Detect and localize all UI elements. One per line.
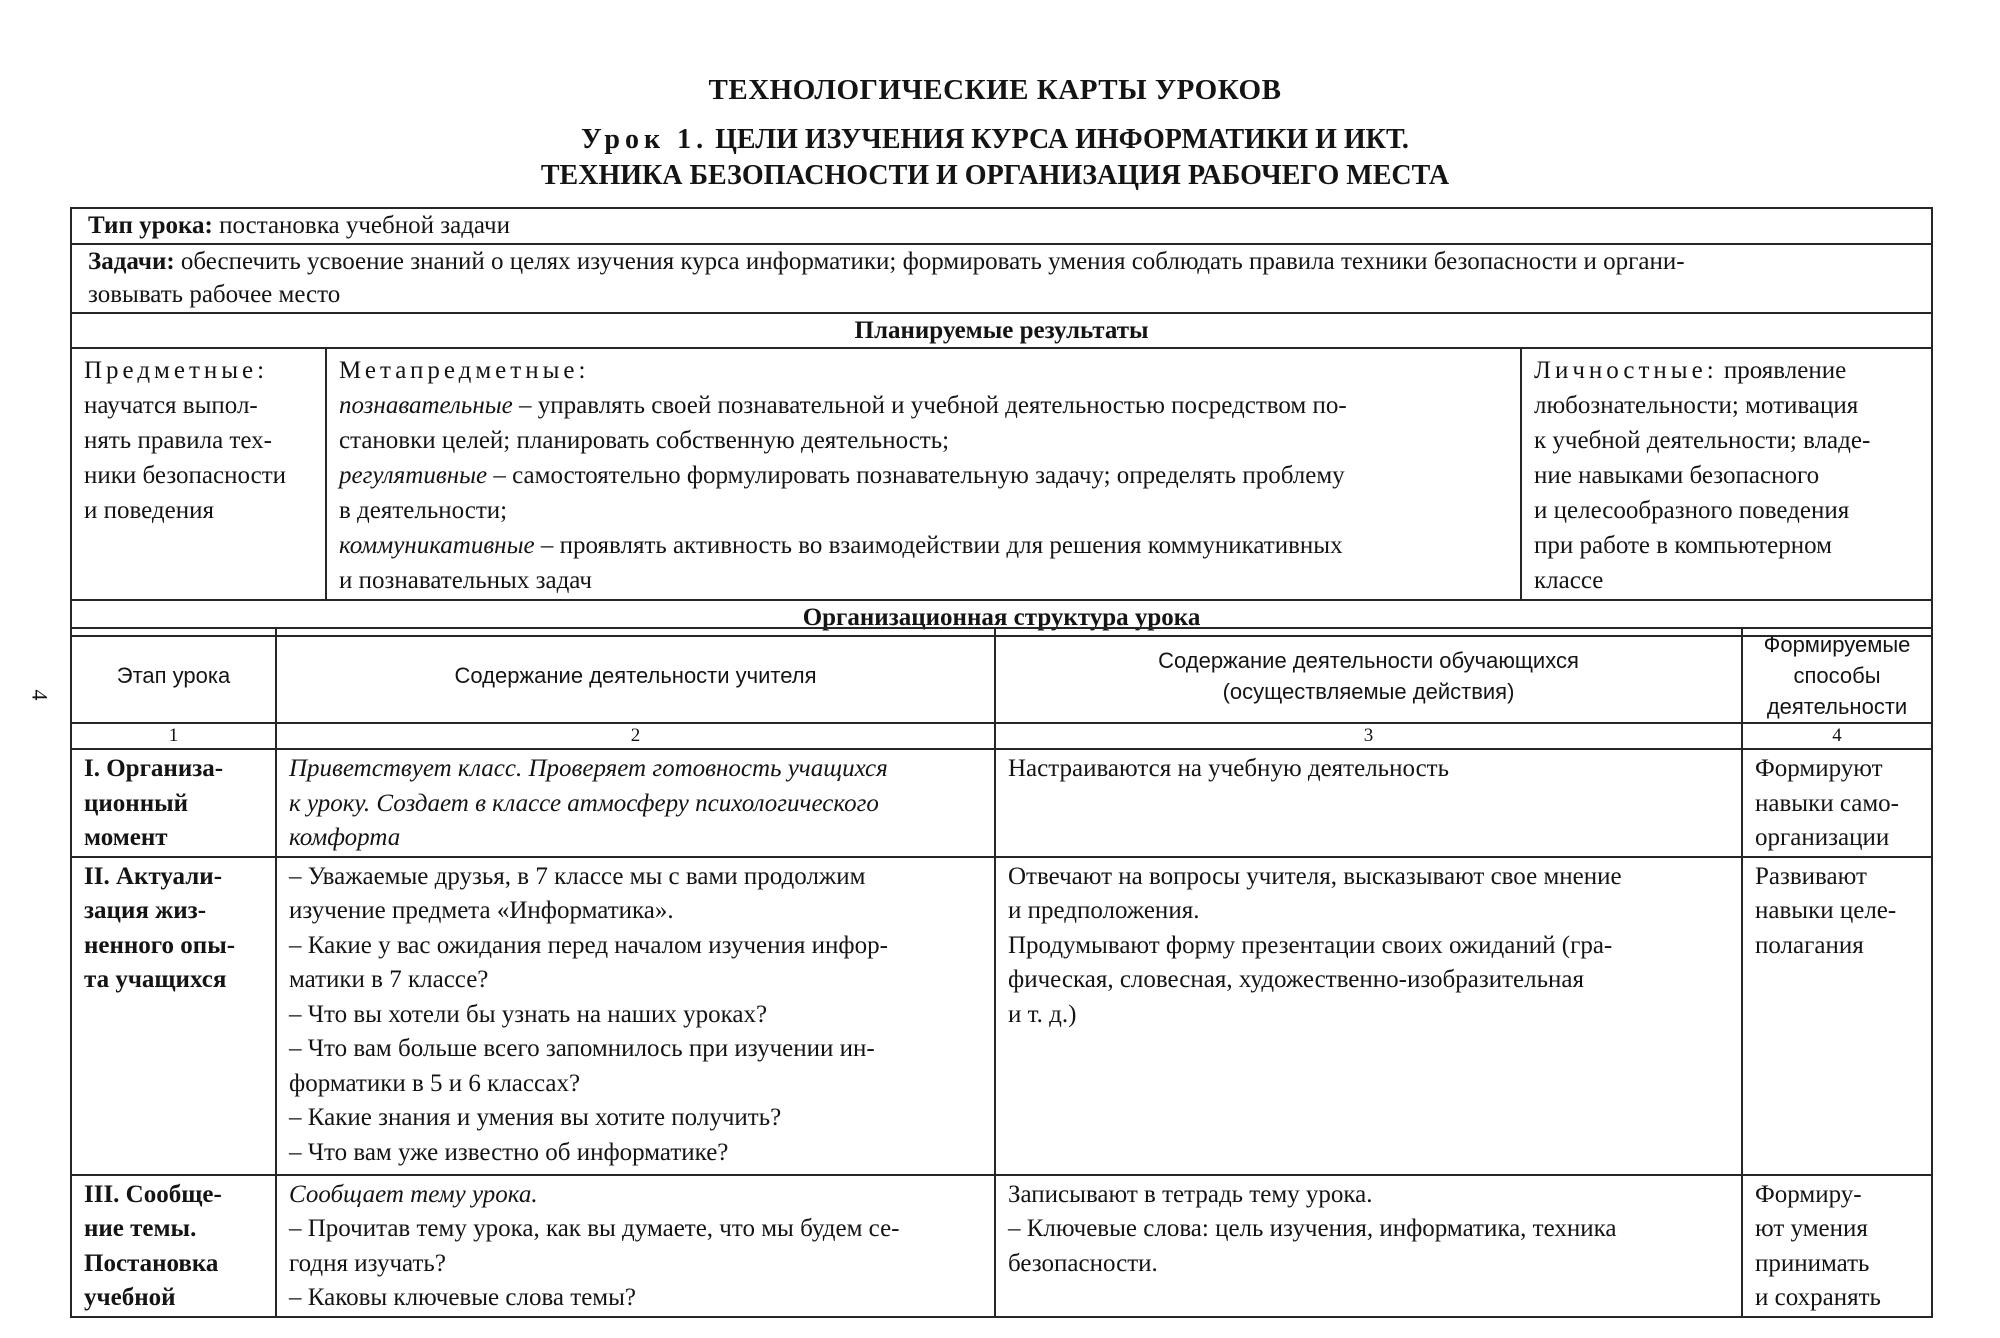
stage-cell <box>71 1175 276 1317</box>
teacher-activity-cell <box>276 749 995 857</box>
students-activity-line: – Ключевые слова: цель изучения, информатика, техника <box>1008 1215 1617 1242</box>
stage-name-line: момент <box>84 824 168 851</box>
personal-results-line: любознательности; мотивация <box>1534 392 1859 419</box>
students-activity-line: Настраиваются на учебную деятельность <box>1008 755 1450 782</box>
students-activity-cell <box>995 1175 1742 1317</box>
students-activity-cell <box>995 857 1742 1175</box>
structure-title: Организационная структура урока <box>71 600 1932 636</box>
students-activity-line: безопасности. <box>1008 1249 1158 1277</box>
skills-line: Формиру- <box>1755 1180 1862 1208</box>
stage-row <box>71 749 1932 857</box>
cognitive-text-cont: становки целей; планировать собственную деятельность; <box>339 427 950 454</box>
lesson-prefix: Урок 1. <box>581 124 709 155</box>
lesson-info-table <box>70 207 1933 637</box>
students-activity-cell <box>995 749 1742 857</box>
page-title: ТЕХНОЛОГИЧЕСКИЕ КАРТЫ УРОКОВ <box>708 74 1282 106</box>
teacher-activity-italic-line: Сообщает тему урока. <box>289 1180 538 1208</box>
subject-results-line: нять правила тех- <box>84 427 272 454</box>
tasks-line2: зовывать рабочее место <box>88 281 341 308</box>
lesson-type-label: Тип урока: <box>88 212 213 239</box>
lesson-type-cell <box>71 208 1932 244</box>
personal-results-cell <box>1521 348 1932 600</box>
stage-cell <box>71 749 276 857</box>
teacher-activity-line: годня изучать? <box>289 1249 446 1277</box>
header-students <box>995 628 1742 723</box>
teacher-activity-cell <box>276 857 995 1175</box>
students-activity-line: фическая, словесная, художественно-изобразительная <box>1008 966 1584 993</box>
teacher-activity-italic-line: Приветствует класс. Проверяет готовность учащихся <box>289 755 888 782</box>
personal-results-label: Личностные: <box>1534 357 1718 384</box>
teacher-activity-line: – Что вы хотели бы узнать на наших уроках? <box>289 1000 768 1028</box>
column-number-row <box>71 723 1932 749</box>
stage-name-line: III. Сообще- <box>84 1180 222 1208</box>
subject-results-line: и поведения <box>84 497 215 524</box>
tasks-cell <box>71 244 1932 313</box>
tasks-label: Задачи: <box>88 247 175 275</box>
stage-cell <box>71 857 276 1175</box>
meta-results-label: Метапредметные: <box>339 357 590 384</box>
lesson-title: ЦЕЛИ ИЗУЧЕНИЯ КУРСА ИНФОРМАТИКИ И ИКТ. <box>715 124 1409 155</box>
teacher-activity-line: изучение предмета «Информатика». <box>289 897 674 924</box>
cognitive-text: – управлять своей познавательной и учебной деятельностью посредством по- <box>512 392 1347 419</box>
skills-cell <box>1742 1175 1932 1317</box>
teacher-activity-line: – Какие у вас ожидания перед началом изучения инфор- <box>289 931 888 959</box>
regulative-text: – самостоятельно формулировать познавательную задачу; определять проблему <box>487 462 1345 489</box>
stage-name-line: I. Организа- <box>84 755 224 782</box>
personal-results-line: и целесообразного поведения <box>1534 497 1850 524</box>
header-students-line1: Содержание деятельности обучающихся <box>1158 647 1579 673</box>
skills-line: ют умения <box>1755 1215 1868 1242</box>
personal-results-line: при работе в компьютерном <box>1534 532 1832 559</box>
page-number: 4 <box>27 689 53 701</box>
planned-results-row <box>71 348 1932 600</box>
header-skills-line1: Формируемые <box>1763 632 1911 657</box>
subject-results-line: ники безопасности <box>84 462 287 489</box>
column-number: 2 <box>276 723 995 749</box>
skills-line: Формируют <box>1755 755 1883 782</box>
students-activity-line: и т. д.) <box>1008 1000 1077 1028</box>
stage-name-line: ционный <box>84 789 189 817</box>
meta-results-cell <box>326 348 1521 600</box>
subject-results-label: Предметные: <box>84 357 269 384</box>
header-teacher: Содержание деятельности учителя <box>276 628 995 723</box>
skills-line: навыки целе- <box>1755 897 1897 924</box>
personal-results-line: ние навыками безопасного <box>1534 462 1820 489</box>
communicative-term: коммуникативные <box>339 532 535 559</box>
tasks-line1: обеспечить усвоение знаний о целях изучения курса информатики; формировать умения соблюдать правила техники безопасности и органи- <box>180 247 1685 275</box>
personal-results-line: классе <box>1534 567 1604 594</box>
cognitive-term: познавательные <box>339 392 513 419</box>
stage-name-line: II. Актуали- <box>84 862 223 890</box>
skills-cell <box>1742 857 1932 1175</box>
header-skills-line3: деятельности <box>1766 694 1908 719</box>
stage-name-line: зация жиз- <box>84 897 207 924</box>
header-skills-line2: способы <box>1793 663 1881 688</box>
structure-table <box>70 627 1933 1318</box>
header-stage: Этап урока <box>71 628 276 723</box>
regulative-text-cont: в деятельности; <box>339 497 508 524</box>
regulative-term: регулятивные <box>339 462 488 489</box>
teacher-activity-line: – Какие знания и умения вы хотите получить? <box>289 1104 782 1131</box>
teacher-activity-line: – Уважаемые друзья, в 7 классе мы с вами продолжим <box>289 862 866 890</box>
planned-results-title-row <box>71 313 1932 349</box>
column-number: 4 <box>1742 723 1932 749</box>
teacher-activity-cell <box>276 1175 995 1317</box>
stage-name-line: ненного опы- <box>84 931 236 959</box>
subject-results-cell <box>71 348 326 600</box>
skills-line: организации <box>1755 824 1890 851</box>
skills-line: полагания <box>1755 931 1864 959</box>
skills-line: и сохранять <box>1755 1284 1881 1311</box>
header-skills <box>1742 628 1932 723</box>
students-activity-line: Отвечают на вопросы учителя, высказывают свое мнение <box>1008 862 1622 890</box>
stage-name-line: ние темы. <box>84 1215 197 1242</box>
teacher-activity-italic-line: комфорта <box>289 824 401 851</box>
column-number: 3 <box>995 723 1742 749</box>
teacher-activity-italic-line: к уроку. Создает в классе атмосферу психологического <box>289 789 879 817</box>
skills-line: Развивают <box>1755 862 1867 890</box>
stage-name-line: Постановка <box>84 1249 219 1277</box>
skills-line: навыки само- <box>1755 789 1899 817</box>
teacher-activity-line: – Что вам больше всего запомнилось при изучении ин- <box>289 1035 875 1062</box>
stage-name-line: учебной <box>84 1284 176 1311</box>
students-activity-line: Продумывают форму презентации своих ожиданий (гра- <box>1008 931 1613 959</box>
column-number: 1 <box>71 723 276 749</box>
students-activity-line: и предположения. <box>1008 897 1200 924</box>
planned-results-title: Планируемые результаты <box>71 313 1932 349</box>
skills-cell <box>1742 749 1932 857</box>
subject-results-line: научатся выпол- <box>84 392 258 419</box>
stage-name-line: та учащихся <box>84 966 227 993</box>
lesson-type-value: постановка учебной задачи <box>219 212 510 239</box>
lesson-title-line1 <box>0 124 1990 156</box>
communicative-text-cont: и познавательных задач <box>339 567 592 594</box>
personal-results-first: проявление <box>1717 357 1847 384</box>
tasks-row <box>71 244 1932 313</box>
students-activity-line: Записывают в тетрадь тему урока. <box>1008 1180 1373 1208</box>
stage-row <box>71 857 1932 1175</box>
teacher-activity-line: – Что вам уже известно об информатике? <box>289 1138 729 1166</box>
stage-row <box>71 1175 1932 1317</box>
skills-line: принимать <box>1755 1249 1870 1277</box>
teacher-activity-line: форматики в 5 и 6 классах? <box>289 1069 581 1097</box>
teacher-activity-line: – Каковы ключевые слова темы? <box>289 1284 637 1311</box>
lesson-type-row <box>71 208 1932 244</box>
personal-results-line: к учебной деятельности; владе- <box>1534 427 1871 454</box>
structure-header-row <box>71 628 1932 723</box>
header-students-line2: (осуществляемые действия) <box>1222 678 1515 704</box>
teacher-activity-line: матики в 7 классе? <box>289 966 489 993</box>
communicative-text: – проявлять активность во взаимодействии для решения коммуникативных <box>534 532 1343 559</box>
lesson-title-line2: ТЕХНИКА БЕЗОПАСНОСТИ И ОРГАНИЗАЦИЯ РАБОЧЕГО МЕСТА <box>540 160 1450 191</box>
teacher-activity-line: – Прочитав тему урока, как вы думаете, что мы будем се- <box>289 1215 900 1242</box>
